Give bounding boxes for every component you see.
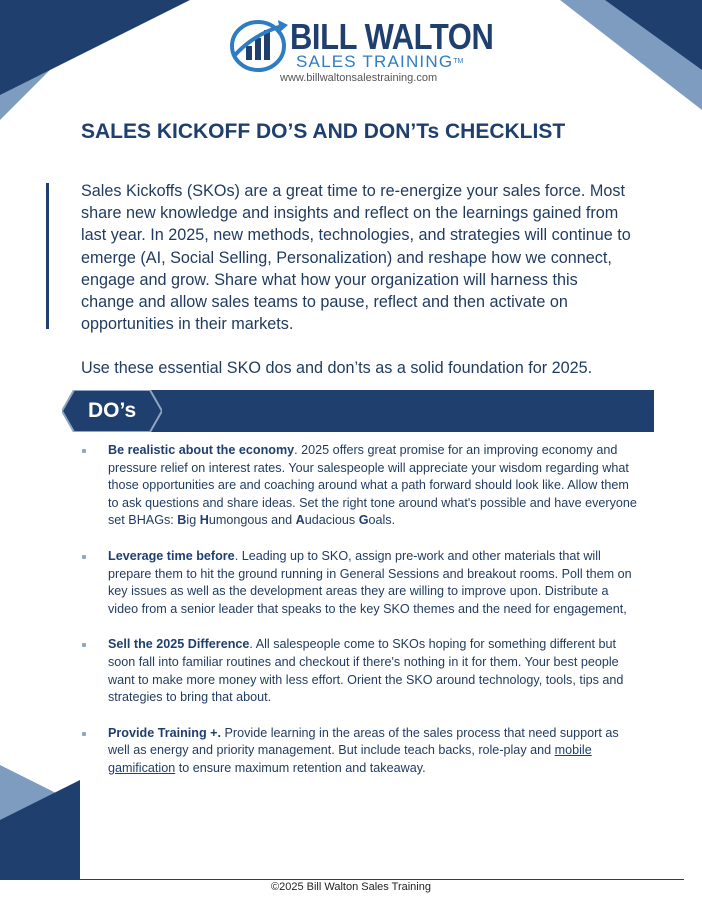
intro-accent-bar	[46, 183, 49, 329]
item-body-tail: to ensure maximum retention and takeaway.	[175, 760, 426, 775]
item-heading: Be realistic about the economy	[108, 443, 295, 457]
intro-closing: Use these essential SKO dos and don’ts as a solid foundation for 2025.	[81, 359, 593, 377]
brand-tagline: SALES TRAINING™	[296, 52, 464, 71]
brand-name: BILL WALTON	[290, 16, 494, 57]
bullet-icon	[82, 449, 86, 453]
section-banner-dos	[0, 390, 654, 432]
page-title: SALES KICKOFF DO’S AND DON’Ts CHECKLIST	[81, 120, 566, 143]
bullet-icon	[82, 643, 86, 647]
bullet-icon	[82, 555, 86, 559]
section-label: DO’s	[88, 399, 137, 422]
banner-bar	[96, 390, 654, 432]
acronym-letter: A	[295, 513, 305, 528]
item-body: . 2025 offers great promise for an improving economy and pressure relief on interest rates. Your salespeople will appreciate your wisdom regarding what those opportunities are and coaching around what a path forward should look like. Allow them to ask questions and share ideas. Set the right tone around what's possible and have everyone set BHAGs:	[108, 443, 637, 528]
corner-decoration-top-left	[0, 0, 200, 120]
footer-divider	[24, 879, 684, 880]
dos-list	[80, 442, 640, 796]
item-heading: Provide Training +.	[108, 725, 222, 740]
item-body: Provide learning in the areas of the sales process that need support as well as energy and priority management. But include teach backs, role-play and	[108, 725, 619, 758]
acronym-letter: G	[358, 513, 369, 528]
globe-chart-arrow-icon	[228, 16, 290, 72]
item-heading: Sell the 2025 Difference	[108, 637, 250, 652]
trademark-mark: TM	[453, 58, 464, 65]
list-item	[80, 442, 640, 530]
footer-copyright: ©2025 Bill Walton Sales Training	[271, 881, 431, 893]
list-item	[80, 725, 640, 778]
bullet-icon	[82, 732, 86, 736]
intro-paragraph: Sales Kickoffs (SKOs) are a great time to re-energize your sales force. Most share new knowledge and insights and reflect on the learnings gained from last year. In 2025, new methods, technologies, and strategies will continue to emerge (AI, Social Selling, Personalization) and reshape how we connect, engage and grow. Share what how your organization will harness this change and allow sales teams to pause, reflect and then activate on opportunities in their markets.	[81, 182, 631, 334]
mobile-gamification-link[interactable]: mobile gamification	[108, 743, 592, 775]
list-item	[80, 636, 640, 706]
acronym-rest: oals.	[368, 513, 396, 528]
brand-logo	[228, 14, 494, 94]
acronym-letter: H	[199, 513, 209, 528]
acronym-rest: ig	[186, 513, 200, 528]
acronym-letter: B	[177, 513, 187, 528]
item-body: . All salespeople come to SKOs hoping for something different but soon fall into familiar routines and checkout if there's nothing in it for them. Your best people want to make more money with less effort. Orient the SKO around technology, tools, tips and strategies to bring that about.	[108, 637, 624, 705]
item-heading: Leverage time before	[108, 548, 235, 563]
corner-decoration-top-right	[560, 0, 702, 115]
acronym-rest: udacious	[304, 513, 359, 528]
brand-url: www.billwaltonsalestraining.com	[280, 72, 438, 84]
acronym-rest: umongous and	[208, 513, 296, 528]
list-item	[80, 548, 640, 618]
item-body: . Leading up to SKO, assign pre-work and other materials that will prepare them to hit the ground running in General Sessions and breakout rooms. Poll them on key issues as well as the development areas they are willing to improve upon. Distribute a video from a senior leader that speaks to the key SKO themes and the need for engagement,	[108, 548, 632, 616]
